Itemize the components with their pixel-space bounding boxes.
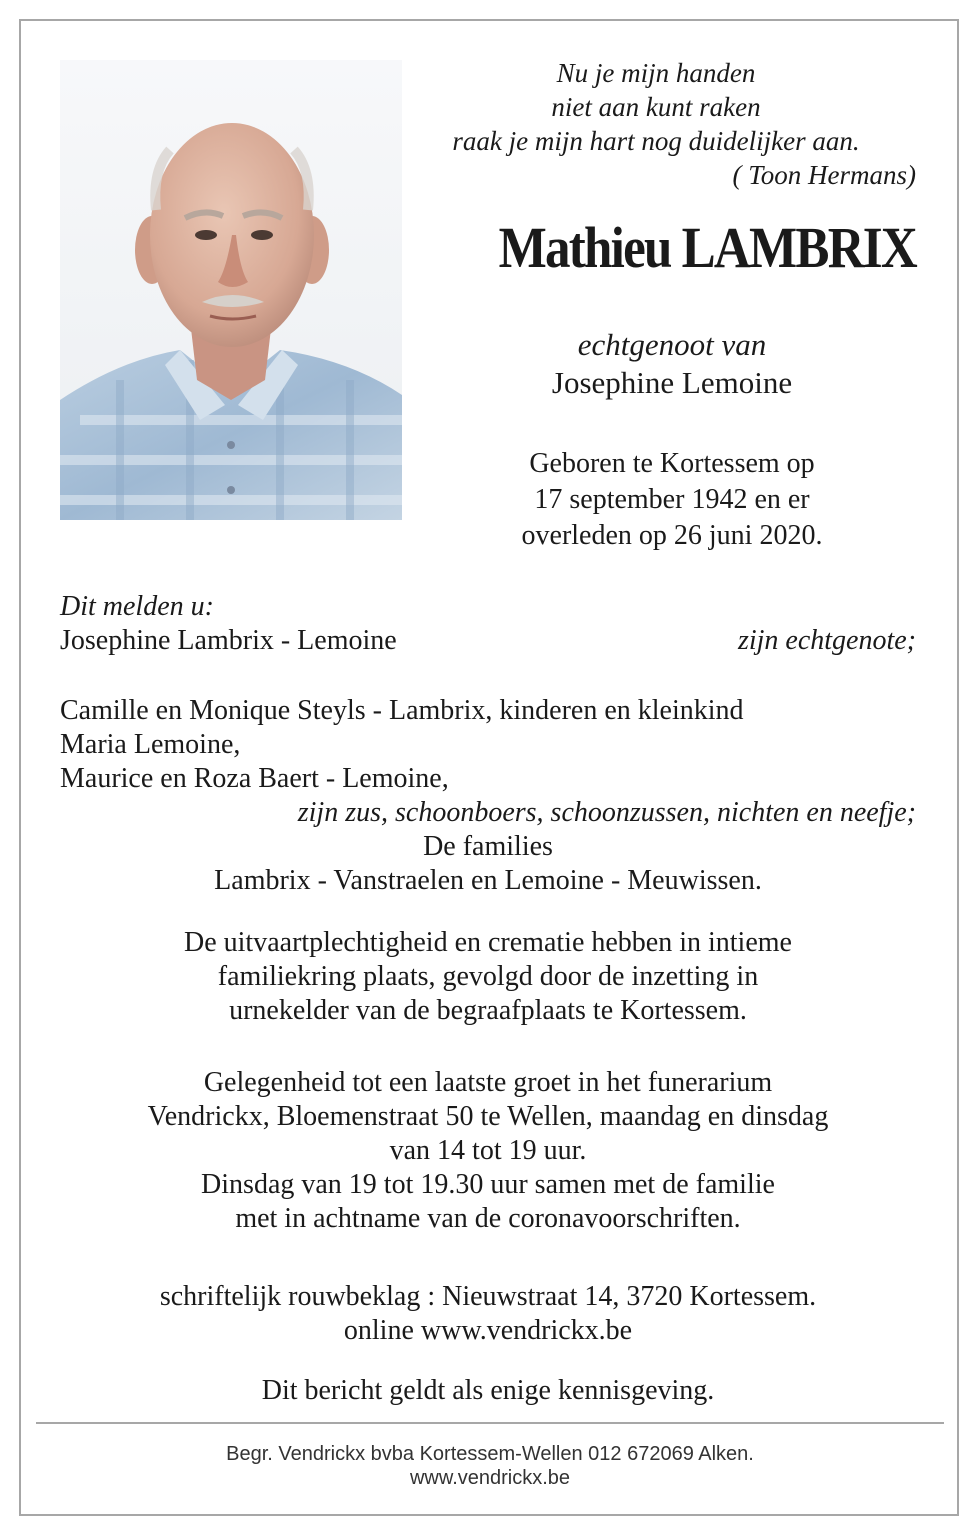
relative-line: Maurice en Roza Baert - Lemoine, bbox=[60, 763, 449, 794]
quote-author: ( Toon Hermans) bbox=[732, 160, 916, 190]
memorial-quote bbox=[396, 56, 916, 192]
visitation-line: met in achtname van de coronavoorschriften. bbox=[235, 1203, 741, 1234]
quote-line: raak je mijn hart nog duidelijker aan. bbox=[452, 126, 860, 156]
announcers-intro: Dit melden u: bbox=[60, 591, 214, 622]
announcers-section bbox=[60, 590, 916, 898]
footer-divider bbox=[36, 1422, 944, 1424]
footer-website: www.vendrickx.be bbox=[409, 1467, 571, 1489]
condolence-online: online www.vendrickx.be bbox=[343, 1315, 633, 1346]
visitation-line: Gelegenheid tot een laatste groet in het funerarium bbox=[203, 1067, 773, 1098]
funeral-home-footer bbox=[36, 1442, 944, 1490]
children-line: Camille en Monique Steyls - Lambrix, kinderen en kleinkind bbox=[60, 695, 744, 726]
condolence-section bbox=[60, 1280, 916, 1348]
birth-death-info bbox=[430, 446, 914, 554]
ceremony-line: De uitvaartplechtigheid en crematie hebben in intieme bbox=[184, 927, 792, 958]
visitation-line: Dinsdag van 19 tot 19.30 uur samen met de familie bbox=[201, 1169, 775, 1200]
quote-line: Nu je mijn handen bbox=[556, 58, 756, 88]
ceremony-section bbox=[60, 926, 916, 1028]
visitation-section bbox=[60, 1066, 916, 1236]
families-label: De families bbox=[423, 831, 553, 862]
spouse-block bbox=[430, 326, 914, 402]
spouse-name: Josephine Lemoine bbox=[551, 365, 793, 400]
footer-line: Begr. Vendrickx bvba Kortessem-Wellen 012 672069 Alken. bbox=[226, 1443, 754, 1465]
visitation-line: Vendrickx, Bloemenstraat 50 te Wellen, maandag en dinsdag bbox=[147, 1101, 829, 1132]
relatives-role: zijn zus, schoonboers, schoonzussen, nichten en neefje; bbox=[297, 797, 916, 828]
ceremony-line: familiekring plaats, gevolgd door de inzetting in bbox=[217, 961, 759, 992]
notice-line: Dit bericht geldt als enige kennisgeving. bbox=[261, 1375, 715, 1406]
visitation-line: van 14 tot 19 uur. bbox=[389, 1135, 587, 1166]
relative-line: Maria Lemoine, bbox=[60, 729, 241, 760]
quote-line: niet aan kunt raken bbox=[551, 92, 761, 122]
spouse-full-name: Josephine Lambrix - Lemoine bbox=[60, 625, 397, 656]
condolence-address: schriftelijk rouwbeklag : Nieuwstraat 14, 3720 Kortessem. bbox=[159, 1281, 817, 1312]
deceased-name: Mathieu LAMBRIX bbox=[498, 215, 916, 280]
born-line: Geboren te Kortessem op bbox=[529, 448, 815, 479]
ceremony-line: urnekelder van de begraafplaats te Kortessem. bbox=[229, 995, 747, 1026]
portrait-photo bbox=[60, 60, 402, 520]
spouse-row bbox=[60, 624, 916, 658]
portrait-image bbox=[60, 60, 402, 520]
spouse-relation: echtgenoot van bbox=[577, 327, 767, 362]
families-names: Lambrix - Vanstraelen en Lemoine - Meuwissen. bbox=[214, 865, 762, 896]
spouse-role: zijn echtgenote; bbox=[737, 625, 916, 656]
born-line: 17 september 1942 en er bbox=[534, 484, 810, 515]
born-line: overleden op 26 juni 2020. bbox=[521, 520, 823, 551]
